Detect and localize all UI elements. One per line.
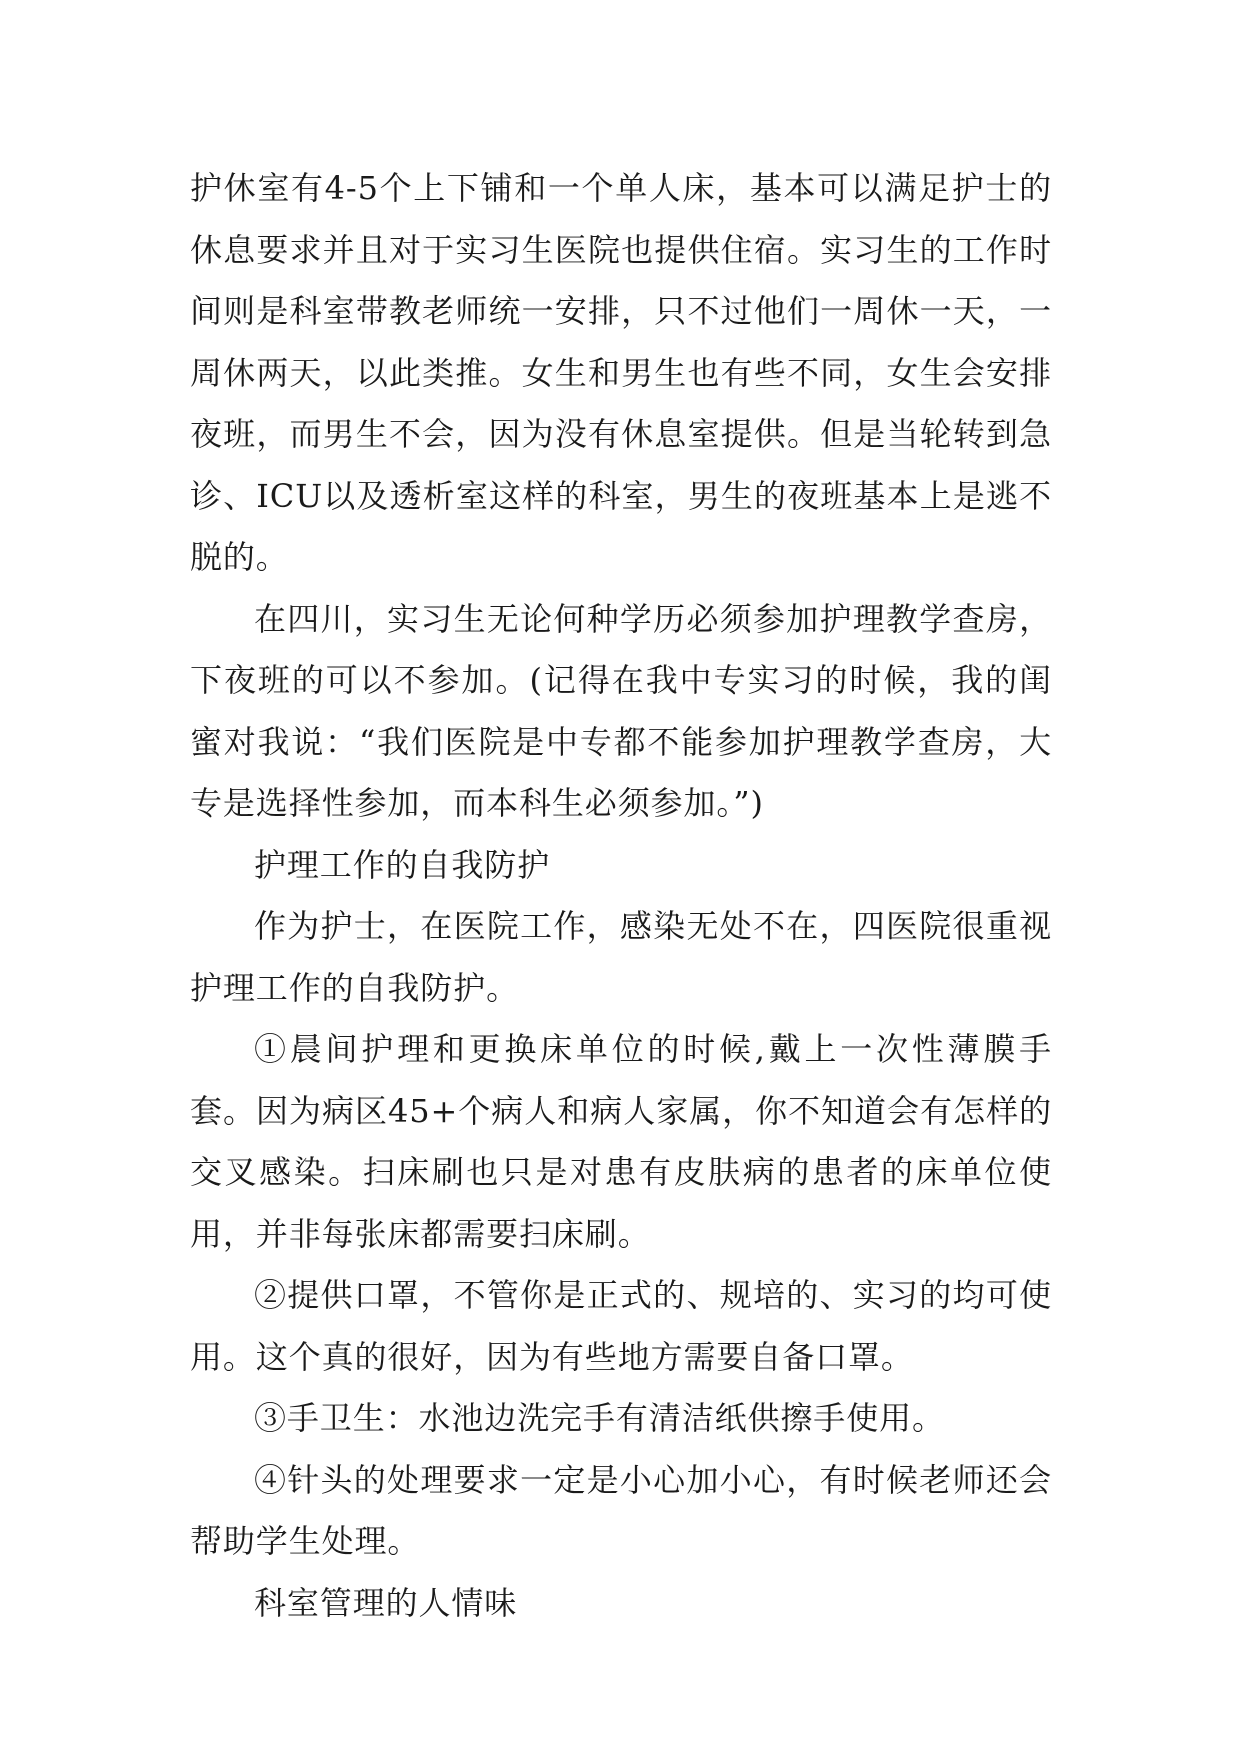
- paragraph-hand-hygiene: ③手卫生：水池边洗完手有清洁纸供擦手使用。: [254, 1399, 945, 1437]
- paragraph-masks: ②提供口罩，不管你是正式的、规培的、实习的均可使用。这个真的很好，因为有些地方需要自备口罩。: [190, 1276, 1052, 1376]
- document-body: [190, 158, 1052, 1634]
- paragraph-gloves: ①晨间护理和更换床单位的时候,戴上一次性薄膜手套。因为病区45+个病人和病人家属，你不知道会有怎样的交叉感染。扫床刷也只是对患有皮肤病的患者的床单位使用，并非每张床都需要扫床刷。: [190, 1030, 1052, 1253]
- paragraph-needles: ④针头的处理要求一定是小心加小心，有时候老师还会帮助学生处理。: [190, 1460, 1052, 1560]
- paragraph-dormitory: 护休室有4-5个上下铺和一个单人床，基本可以满足护士的休息要求并且对于实习生医院也提供住宿。实习生的工作时间则是科室带教老师统一安排，只不过他们一周休一天，一周休两天，以此类推。女生和男生也有些不同，女生会安排夜班，而男生不会，因为没有休息室提供。但是当轮转到急诊、ICU以及透析室这样的科室，男生的夜班基本上是逃不脱的。: [190, 169, 1052, 576]
- paragraph-ward-rounds: 在四川，实习生无论何种学历必须参加护理教学查房，下夜班的可以不参加。(记得在我中专实习的时候，我的闺蜜对我说：“我们医院是中专都不能参加护理教学查房，大专是选择性参加，而本科生必须参加。”): [190, 599, 1052, 822]
- paragraph-infection-intro: 作为护士，在医院工作，感染无处不在，四医院很重视护理工作的自我防护。: [190, 907, 1052, 1007]
- section-heading-management: 科室管理的人情味: [254, 1583, 518, 1622]
- section-heading-self-protection: 护理工作的自我防护: [254, 845, 551, 884]
